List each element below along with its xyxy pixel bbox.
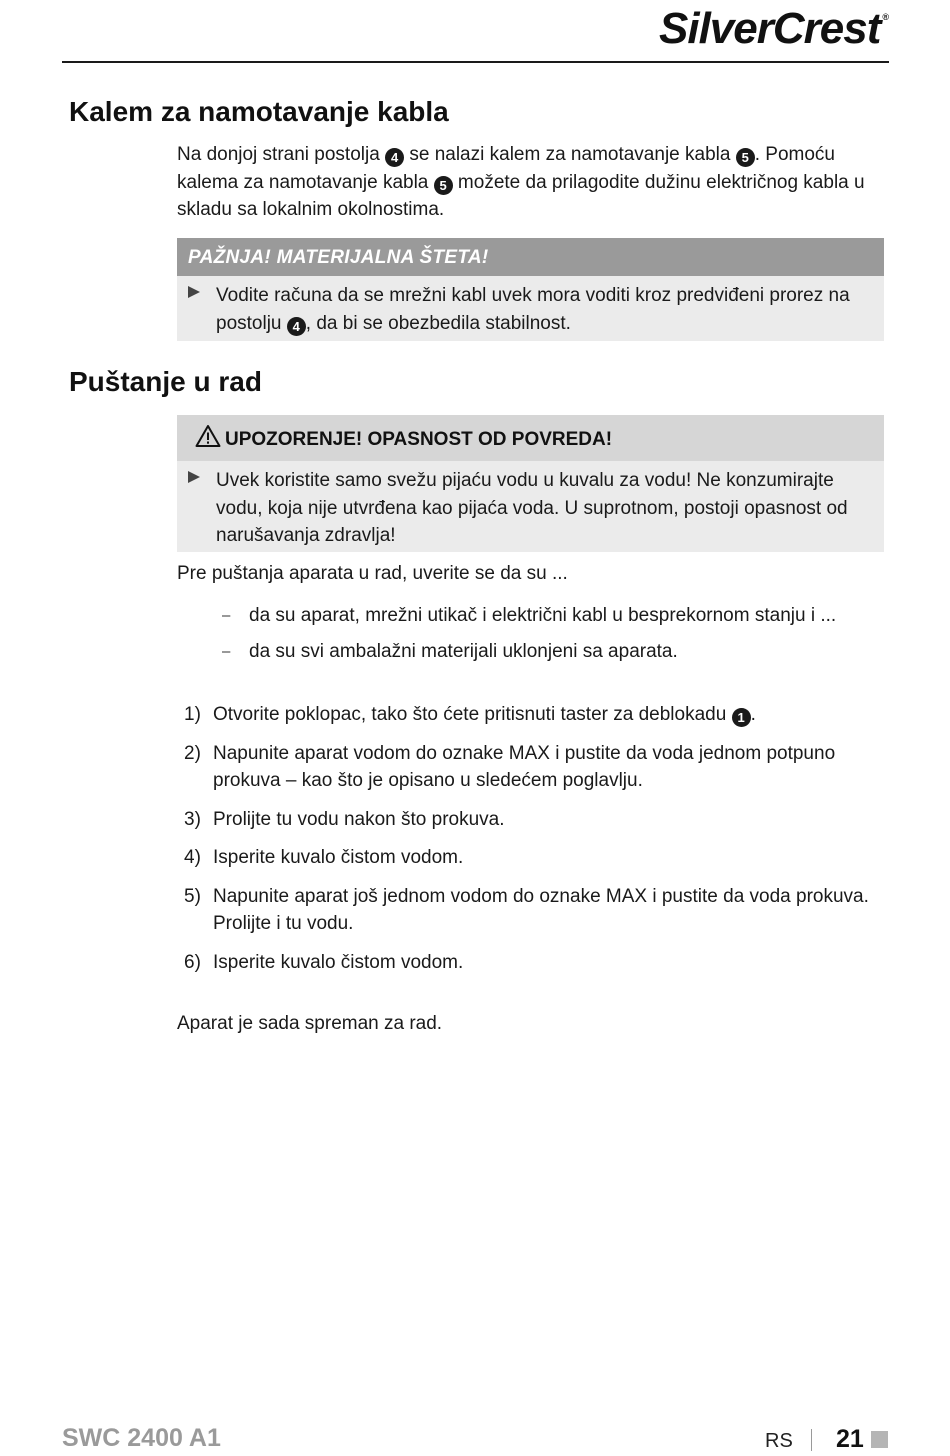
paragraph-part-2: se nalazi kalem za namotavanje kabla [404, 144, 731, 165]
step-number: 4) [184, 847, 201, 868]
paragraph-part-4: možete da prilagodite dužinu električnog kabla u skladu sa lokalnim okolnostima. [177, 171, 865, 220]
ref-number-1: 1 [732, 708, 751, 727]
ref-number-5: 5 [736, 148, 755, 167]
step-text: Otvorite poklopac, tako što ćete pritisnuti taster za deblokadu [213, 704, 727, 725]
dash-bullet: – [222, 642, 231, 660]
footer-model: SWC 2400 A1 [62, 1424, 221, 1452]
notice-text-a: Vodite računa da se mrežni kabl uvek mora voditi kroz predviđeni prorez na postolju [216, 285, 850, 334]
brand-logo [659, 4, 888, 54]
step-item [184, 701, 884, 729]
notice-text-b: , da bi se obezbedila stabilnost. [305, 312, 571, 334]
startup-intro: Pre puštanja aparata u rad, uverite se da su ... [177, 563, 568, 584]
closing-text: Aparat je sada spreman za rad. [177, 1013, 443, 1034]
arrow-bullet-icon [188, 286, 200, 298]
header-rule [62, 61, 889, 63]
step-number: 2) [184, 742, 201, 764]
notice-box [177, 238, 884, 341]
step-item [184, 883, 884, 938]
paragraph-part-3: . Pomoću kalema za namotavanje kabla [177, 144, 835, 193]
footer-language: RS [765, 1430, 793, 1452]
step-item [184, 740, 884, 795]
arrow-bullet-icon [188, 471, 200, 483]
warning-box [177, 415, 884, 552]
notice-heading: PAŽNJA! MATERIJALNA ŠTETA! [177, 238, 884, 276]
warning-triangle-icon [195, 424, 221, 448]
ref-number-5: 5 [434, 176, 453, 195]
warning-heading-text: UPOZORENJE! OPASNOST OD POVREDA! [225, 429, 613, 450]
warning-heading [177, 415, 884, 461]
list-item [222, 638, 882, 666]
section-title-cable-reel: Kalem za namotavanje kabla [69, 96, 449, 127]
step-number: 5) [184, 885, 201, 907]
paragraph-part-1: Na donjoj strani postolja [177, 144, 380, 165]
step-number: 6) [184, 951, 201, 973]
footer-square-mark [871, 1431, 888, 1448]
step-number: 3) [184, 808, 201, 830]
registered-mark: ® [882, 12, 888, 22]
list-item [222, 602, 882, 630]
step-number: 1) [184, 704, 201, 725]
ref-number-4: 4 [385, 148, 404, 167]
notice-body [177, 276, 884, 341]
cable-reel-paragraph [177, 141, 883, 224]
step-text: Isperite kuvalo čistom vodom. [213, 847, 464, 868]
step-text: Isperite kuvalo čistom vodom. [213, 951, 464, 973]
page-number: 21 [836, 1425, 864, 1453]
check-list [222, 602, 882, 673]
section-title-startup: Puštanje u rad [69, 366, 262, 397]
warning-text: Uvek koristite samo svežu pijaću vodu u kuvalu za vodu! Ne konzumirajte vodu, koja nije utvrđena kao pijaća voda. U suprotnom, postoji opasnost od narušavanja zdravlja! [216, 470, 848, 546]
check-text: da su svi ambalažni materijali uklonjeni sa aparata. [249, 640, 678, 662]
step-text: Prolijte tu vodu nakon što prokuva. [213, 808, 505, 830]
step-item [184, 949, 884, 977]
check-text: da su aparat, mrežni utikač i električni kabl u besprekornom stanju i ... [249, 605, 837, 626]
step-item [184, 844, 884, 872]
brand-logo-text: SilverCrest [659, 4, 881, 53]
ref-number-4: 4 [287, 317, 306, 336]
step-text: Napunite aparat vodom do oznake MAX i pustite da voda jednom potpuno prokuva – kao što je opisano u sledećem poglavlju. [213, 742, 836, 791]
startup-steps [184, 701, 884, 987]
step-item [184, 806, 884, 834]
warning-body [177, 461, 884, 554]
step-text: Napunite aparat još jednom vodom do oznake MAX i pustite da voda prokuva. Prolijte i tu vodu. [213, 885, 869, 934]
dash-bullet: – [222, 607, 231, 624]
footer-separator [811, 1429, 812, 1451]
step-suffix: . [750, 704, 756, 725]
